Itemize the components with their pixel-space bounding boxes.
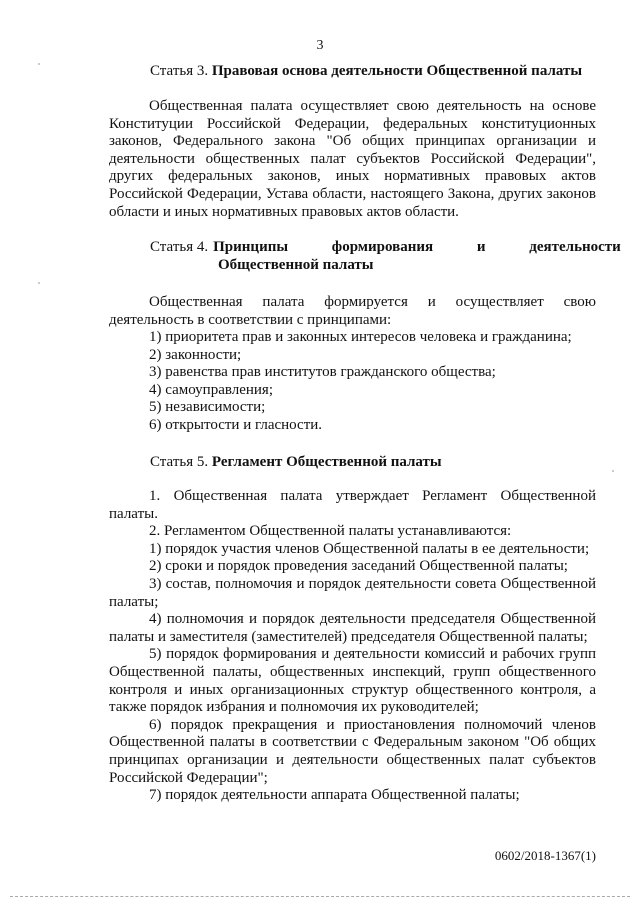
list-item: 2) сроки и порядок проведения заседаний Общественной палаты;: [149, 558, 568, 575]
list-item: 4) полномочия и порядок деятельности председателя Общественной палаты и заместителя (заместителей) председателя Общественной палаты;: [109, 611, 596, 645]
article-4-principles-list: [149, 329, 599, 435]
article-3-heading: [150, 63, 600, 81]
list-item: 5) порядок формирования и деятельности комиссий и рабочих групп Общественной палаты, общественных инспекций, групп общественного контроля и иных организационных структур общественного контроля, а также порядок избрания и полномочия их руководителей;: [109, 646, 596, 716]
article-5-prefix: Статья 5.: [150, 454, 209, 470]
article-4-title-line1: Принципы формирования и деятельности: [213, 239, 621, 255]
article-4-intro: Общественная палата формируется и осуществляет свою деятельность в соответствии с принципами:: [109, 294, 596, 328]
article-5-title: Регламент Общественной палаты: [211, 454, 442, 470]
document-code: 0602/2018-1367(1): [494, 848, 596, 863]
page-number: 3: [316, 38, 324, 53]
article-5-paragraph-1: 1. Общественная палата утверждает Регламент Общественной палаты.: [109, 488, 596, 522]
scan-speck: [612, 470, 614, 472]
list-item: 5) независимости;: [149, 399, 266, 416]
list-item: 1) порядок участия членов Общественной палаты в ее деятельности;: [149, 540, 590, 557]
article-3-text: Общественная палата осуществляет свою деятельность на основе Конституции Российской Федерации, федеральных конституционных законов, Федерального закона "Об общих принципах организации и деятельности общественных палат субъектов Российской Федерации", других федеральных законов, иных нормативных правовых актов Российской Федерации, Устава области, настоящего Закона, других законов области и иных нормативных правовых актов области.: [109, 98, 596, 220]
list-item: 7) порядок деятельности аппарата Общественной палаты;: [149, 787, 520, 804]
list-item: 4) самоуправления;: [149, 381, 273, 398]
list-item: 3) состав, полномочия и порядок деятельности совета Общественной палаты;: [109, 575, 596, 610]
article-4-heading: [150, 239, 621, 274]
list-item: 6) открытости и гласности.: [149, 416, 323, 433]
list-item: 1) приоритета прав и законных интересов человека и гражданина;: [149, 329, 572, 345]
article-3-title: Правовая основа деятельности Общественной палаты: [211, 63, 583, 79]
article-3-prefix: Статья 3.: [150, 63, 209, 79]
list-item: 2) законности;: [149, 346, 242, 363]
list-item: 3) равенства прав институтов гражданского общества;: [149, 364, 496, 381]
list-item: 6) порядок прекращения и приостановления полномочий членов Общественной палаты в соответствии с Федеральным законом "Об общих принципах организации и деятельности общественных палат субъектов Российской Федерации";: [109, 716, 596, 786]
article-5-heading: [150, 454, 570, 472]
article-4-title-line2: Общественной палаты: [218, 256, 374, 273]
article-5-body: [109, 488, 596, 805]
scan-speck: [38, 282, 40, 284]
scan-bottom-edge: [10, 896, 630, 897]
article-5-paragraph-2: 2. Регламентом Общественной палаты устанавливаются:: [149, 523, 512, 540]
article-4-prefix: Статья 4.: [150, 239, 209, 255]
scan-speck: [38, 63, 40, 65]
